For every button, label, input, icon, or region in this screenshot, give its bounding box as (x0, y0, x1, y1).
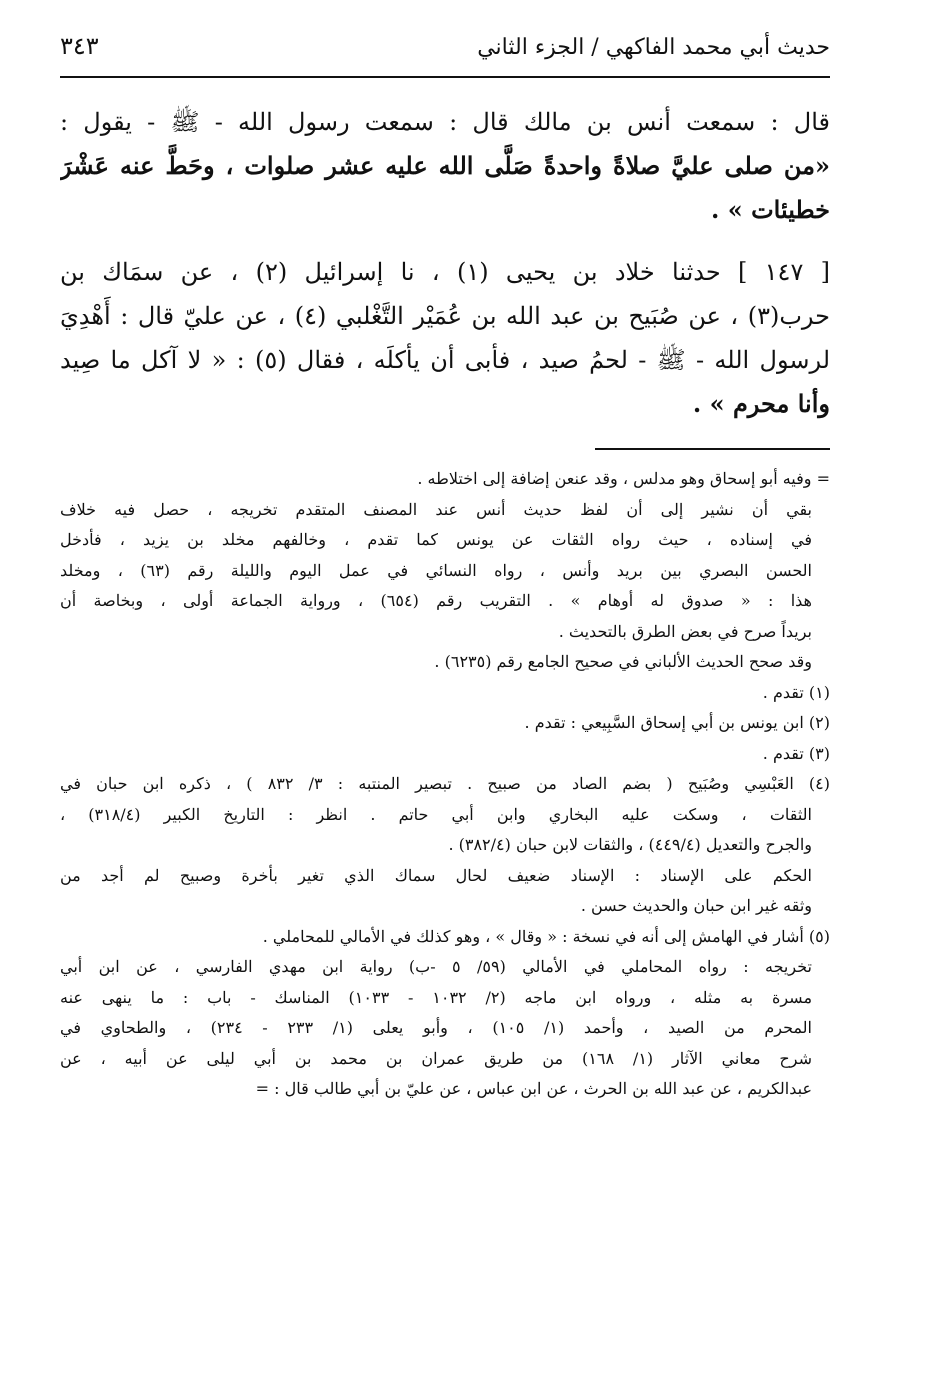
footnote-line: بريداً صرح في بعض الطرق بالتحديث . (558, 621, 812, 641)
footnote-line: في إسناده ، حيث رواه الثقات عن يونس كما تقدم ، وخالفهم مخلد بن يزيد ، فأدخل (60, 530, 812, 549)
footnote-line: (٣) تقدم . (762, 743, 830, 763)
main-text-line: لرسول الله - ﷺ - لحمُ صيد ، فأبى أن يأكلَه ، فقال (٥) : « لا آكل ما صِيد (60, 346, 830, 374)
main-text (60, 100, 830, 426)
footnote-line: المحرم من الصيد ، وأحمد (١/ ١٠٥) ، وأبو يعلى (١/ ٢٣٣ - ٢٣٤) ، والطحاوي في (60, 1018, 812, 1037)
footnote-line: شرح معاني الآثار (١/ ١٦٨) من طريق عمران بن محمد بن أبي ليلى عن أبيه ، عن (60, 1048, 812, 1068)
main-text-line: قال : سمعت أنس بن مالك قال : سمعت رسول الله - ﷺ - يقول : (60, 108, 830, 136)
main-text-line: [ ١٤٧ ] حدثنا خلاد بن يحيى (١) ، نا إسرائيل (٢) ، عن سمَاك بن (60, 258, 830, 286)
footnote-line: بقي أن نشير إلى أن لفظ حديث أنس عند المصنف المتقدم تخريجه ، حصل فيه خلاف (60, 499, 812, 519)
running-header (60, 32, 830, 78)
main-text-line: خطيئات » . (711, 195, 830, 224)
main-text-line: «من صلى عليَّ صلاةً واحدةً صَلَّى الله عليه عشر صلوات ، وحَطَّ عنه عَشْرَ (60, 151, 830, 180)
footnote-line: (٤) العَبْسِي وصُبَيح ( بضم الصاد من صبيح . تبصير المنتبه : ٣/ ٨٣٢ ) ، ذكره ابن حبان في (60, 774, 830, 793)
footnote-line: وثقه غير ابن حبان والحديث حسن . (580, 896, 812, 915)
footnote-line: وقد صحح الحديث الألباني في صحيح الجامع رقم (٦٢٣٥) . (434, 652, 812, 671)
running-title: حديث أبي محمد الفاكهي / الجزء الثاني (477, 35, 830, 60)
footnote-line: (٢) ابن يونس بن أبي إسحاق السَّبِيعي : تقدم . (524, 713, 830, 732)
footnote-separator (595, 448, 830, 450)
footnote-line: تخريجه : رواه المحاملي في الأمالي (٥٩/ ٥ -ب) رواية ابن مهدي الفارسي ، عن ابن أبي (60, 957, 812, 976)
footnote-line: والجرح والتعديل (٤٤٩/٤) ، والثقات لابن حبان (٣٨٢/٤) . (448, 835, 812, 854)
footnote-line: الحسن البصري بين بريد وأنس ، رواه النسائي في عمل اليوم والليلة رقم (٦٣) ، ومخلد (60, 560, 812, 580)
footnote-line: عبدالكريم ، عن عبد الله بن الحرث ، عن ابن عباس ، عن عليّ بن أبي طالب قال : = (255, 1079, 812, 1098)
footnote-line: مسرة به مثله ، ورواه ابن ماجه (٢/ ١٠٣٢ - ١٠٣٣) المناسك - باب : ما ينهى عنه (60, 987, 813, 1007)
footnote-line: (٥) أشار في الهامش إلى أنه في نسخة : « وقال » ، وهو كذلك في الأمالي للمحاملي . (262, 926, 830, 946)
page (60, 32, 830, 1105)
footnote-line: (١) تقدم . (762, 682, 830, 702)
footnote-line: هذا : « صدوق له أوهام » . التقريب رقم (٦٥٤) ، ورواية الجماعة أولى ، وبخاصة أن (60, 591, 812, 610)
footnotes (60, 464, 830, 1105)
footnote-line: الثقات ، وسكت عليه البخاري وابن أبي حاتم . انظر : التاريخ الكبير (٣١٨/٤) ، (60, 804, 812, 824)
page-number: ٣٤٣ (60, 32, 99, 60)
footnote-line: = وفيه أبو إسحاق وهو مدلس ، وقد عنعن إضافة إلى اختلاطه . (417, 469, 830, 488)
paragraph-gap (60, 232, 830, 250)
main-text-line: حرب(٣) ، عن صُبَيح بن عبد الله بن عُمَيْر التَّغْلبي (٤) ، عن عليّ قال : أَهْدِيَ (60, 302, 830, 330)
footnote-line: الحكم على الإسناد : الإسناد ضعيف لحال سماك الذي تغير بأخرة وصبيح لم أجد من (60, 865, 813, 885)
main-text-line: وأنا محرم » . (692, 389, 830, 418)
